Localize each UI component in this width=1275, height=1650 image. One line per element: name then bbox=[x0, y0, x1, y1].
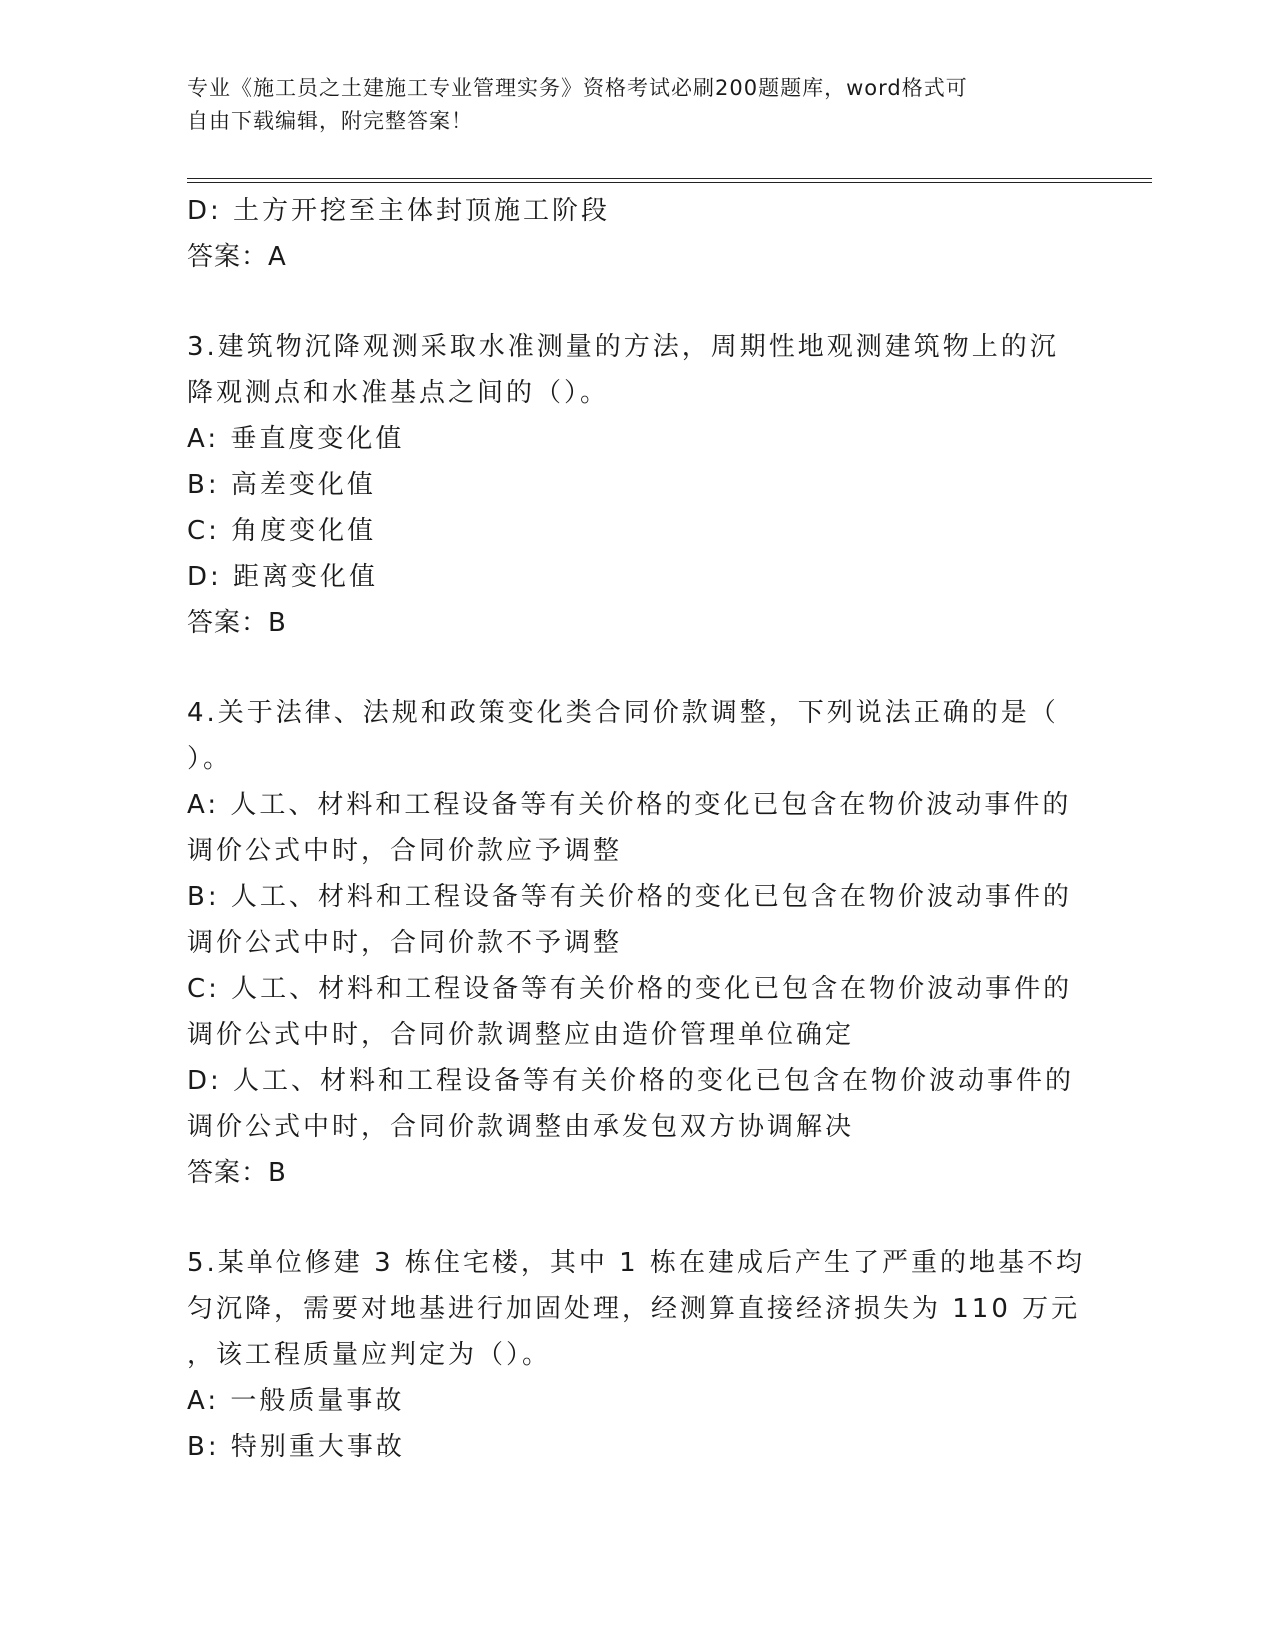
q3-option-a: A: 垂直度变化值 bbox=[187, 424, 405, 454]
q4-option-b-line-1: B: 人工、材料和工程设备等有关价格的变化已包含在物价波动事件的 bbox=[187, 882, 1072, 912]
q2-option-d: D: 土方开挖至主体封顶施工阶段 bbox=[187, 196, 611, 226]
q3-option-c: C: 角度变化值 bbox=[187, 516, 377, 546]
q3-option-b: B: 高差变化值 bbox=[187, 470, 376, 500]
question-5 bbox=[187, 1240, 1087, 1470]
q5-option-b: B: 特别重大事故 bbox=[187, 1432, 405, 1462]
q5-stem-line-3: ，该工程质量应判定为（）。 bbox=[187, 1340, 552, 1370]
q4-answer: 答案：B bbox=[187, 1158, 287, 1188]
q4-option-d-line-1: D: 人工、材料和工程设备等有关价格的变化已包含在物价波动事件的 bbox=[187, 1066, 1075, 1096]
q4-option-a-line-1: A: 人工、材料和工程设备等有关价格的变化已包含在物价波动事件的 bbox=[187, 790, 1072, 820]
q4-option-d-line-2: 调价公式中时，合同价款调整由承发包双方协调解决 bbox=[187, 1112, 855, 1142]
q2-answer: 答案：A bbox=[187, 242, 287, 272]
q4-option-a-line-2: 调价公式中时，合同价款应予调整 bbox=[187, 836, 623, 866]
q3-stem-line-2: 降观测点和水准基点之间的（）。 bbox=[187, 378, 610, 408]
q4-option-c-line-1: C: 人工、材料和工程设备等有关价格的变化已包含在物价波动事件的 bbox=[187, 974, 1073, 1004]
question-3 bbox=[187, 324, 1087, 646]
document-header bbox=[187, 72, 1067, 138]
q4-stem-line-2: ）。 bbox=[187, 744, 233, 774]
header-divider-bottom bbox=[187, 182, 1152, 183]
header-line-2: 自由下载编辑，附完整答案！ bbox=[187, 109, 473, 133]
q4-option-b-line-2: 调价公式中时，合同价款不予调整 bbox=[187, 928, 623, 958]
document-body bbox=[187, 188, 1087, 1470]
q4-stem-line-1: 4.关于法律、法规和政策变化类合同价款调整，下列说法正确的是（ bbox=[187, 698, 1059, 728]
q4-option-c-line-2: 调价公式中时，合同价款调整应由造价管理单位确定 bbox=[187, 1020, 855, 1050]
header-divider-top bbox=[187, 178, 1152, 179]
q3-stem-line-1: 3.建筑物沉降观测采取水准测量的方法，周期性地观测建筑物上的沉 bbox=[187, 332, 1059, 362]
q5-stem-line-2: 匀沉降，需要对地基进行加固处理，经测算直接经济损失为 110 万元 bbox=[187, 1294, 1081, 1324]
question-4 bbox=[187, 690, 1087, 1196]
header-line-1: 专业《施工员之土建施工专业管理实务》资格考试必刷200题题库，word格式可 bbox=[187, 76, 968, 100]
q3-option-d: D: 距离变化值 bbox=[187, 562, 379, 592]
q3-answer: 答案：B bbox=[187, 608, 287, 638]
question-2-tail bbox=[187, 188, 1087, 280]
q5-stem-line-1: 5.某单位修建 3 栋住宅楼，其中 1 栋在建成后产生了严重的地基不均 bbox=[187, 1248, 1085, 1278]
q5-option-a: A: 一般质量事故 bbox=[187, 1386, 405, 1416]
